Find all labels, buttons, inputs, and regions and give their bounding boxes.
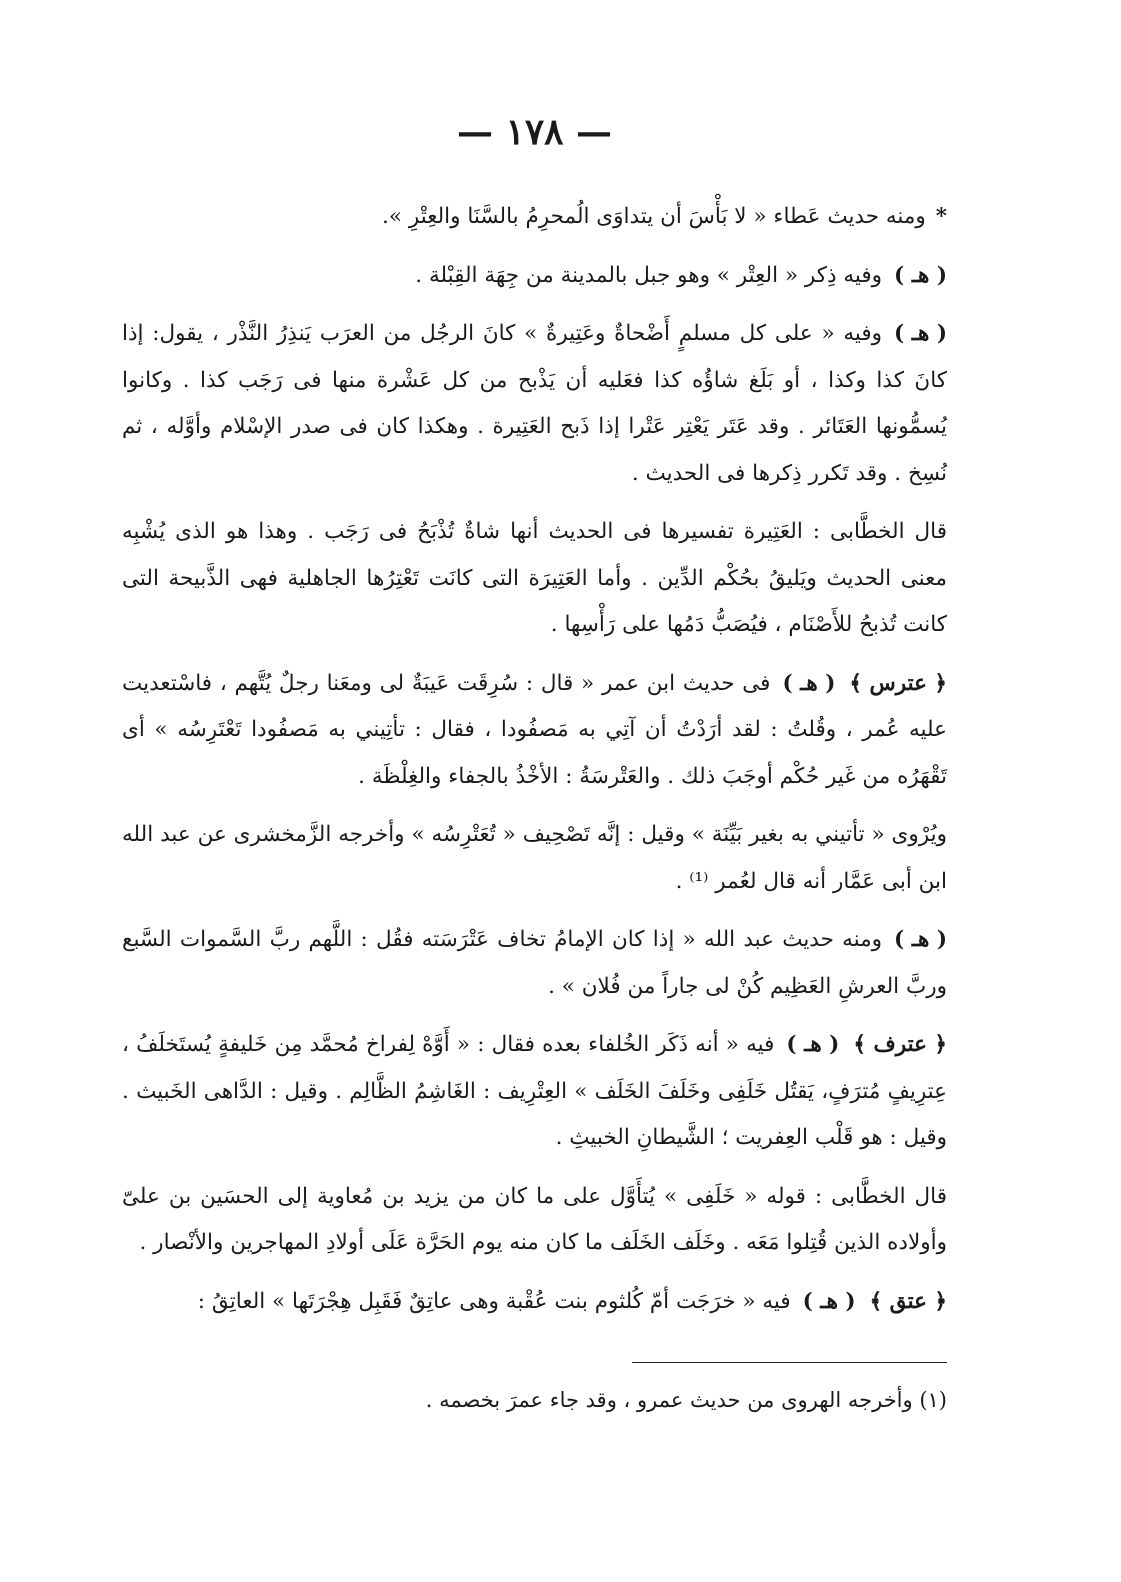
paragraph-text: فى حديث ابن عمر « قال : سُرِقَت عَيبَةٌ لى ومعَنا رجلٌ يُتَّهم ، فاسْتعديت عليه عُمر ، وقُلتُ : لقد أرَدْتُ أن آتِي به مَصفُودا ، فقال : تأتِيني به مَصفُودا تَعْتَرِسُه » أى تَقْهَرُه من غَير حُكْم أوجَبَ ذلك . والعَتْرسَةُ : الأخْذُ بالجفاء والغِلْظَة .: [122, 670, 947, 789]
paragraph-text: قال الخطَّابى : العَتِيرة تفسيرها فى الحديث أنها شاةٌ تُذْبَحُ فى رَجَب . وهذا هو الذى يُشْبِه معنى الحديث ويَليقُ بحُكْم الدِّين . وأما العَتِيرَة التى كانَت تَعْتِرُها الجاهلية فهى الذَّبيحة التى كانت تُذبحُ للأَصْنَام ، فيُصَبُّ دَمُها على رَأْسِها .: [122, 519, 947, 637]
paragraph: [122, 194, 947, 241]
paragraph-text: وفيه « على كل مسلمٍ أَضْحاةٌ وعَتِيرةٌ » كانَ الرجُل من العرَب يَنذِرُ النَّذْر ، يقول: إذا كانَ كذا وكذا ، أو بَلَغ شاؤُه كذا فعَليه أن يَذْبح من كل عَشْرة منها فى رَجَب كذا . وكانوا يُسمُّونها العَتَائر . وقد عَتَر يَعْتِر عَتْرا إذا ذَبح العَتِيرة . وهكذا كان فى صدر الإسْلام وأوَّله ، ثم نُسِخ . وقد تَكرر ذِكرها فى الحديث .: [122, 321, 947, 486]
paragraph-text: ومنه حديث عبد الله « إذا كان الإمامُ تخاف عَتْرَسَته فقُل : اللَّهم ربَّ السَّموات السَّبع وربَّ العرشِ العَظِيم كُنْ لى جاراً من فُلان » .: [122, 927, 947, 999]
paragraph-text: وفيه ذِكر « العِتْر » وهو جبل بالمدينة من جِهَة القِبْلة .: [415, 262, 883, 288]
paragraph: [122, 253, 947, 300]
paragraph: [122, 661, 947, 801]
source-marker: ( هـ ): [894, 262, 947, 288]
paragraph: [122, 311, 947, 497]
paragraph: [122, 1279, 947, 1326]
footnote-divider: [632, 1362, 947, 1363]
source-marker: ( هـ ): [894, 321, 947, 346]
source-marker: ( هـ ): [786, 1032, 840, 1057]
page-number: — ١٧٨ —: [456, 111, 613, 153]
paragraph: [122, 812, 947, 905]
text-body: [122, 194, 947, 1325]
source-marker: ( هـ ): [782, 670, 836, 696]
paragraph: [122, 1174, 947, 1267]
entry-headword: ﴿ عترف ﴾: [853, 1032, 947, 1057]
paragraph-text: قال الخطَّابى : قوله « خَلَفِى » يُتأَوَّل على ما كان من يزيد بن مُعاوية إلى الحسَين بن علىّ وأولاده الذين قُتِلوا مَعَه . وخَلَف الخَلَف ما كان منه يوم الحَرَّة عَلَى أولادِ المهاجرين والأنْصار .: [122, 1183, 947, 1255]
paragraph-text: ويُرْوى « تأتيني به بغير بَيِّنَة » وقيل : إنَّه تَصْحِيف « تُعَتْرِسُه » وأخرجه الزَّمخشرى عن عبد الله ابن أبى عَمَّار أنه قال لعُمر ⁽¹⁾ .: [122, 822, 947, 894]
asterisk-marker: *: [935, 204, 947, 229]
page-body: [122, 100, 947, 1460]
paragraph: [122, 1022, 947, 1162]
paragraph: [122, 917, 947, 1010]
paragraph-text: ومنه حديث عَطاء « لا بَأْسَ أن يتداوَى الُمحرِمُ بالسَّنَا والعِتْرِ ».: [382, 204, 926, 229]
paragraph-text: فيه « خرَجَت أمّ كُلثوم بنت عُقْبة وهى عاتِقٌ فَقَبِل هِجْرَتَها » العاتِقُ :: [197, 1288, 791, 1314]
paragraph-text: فيه « أنه ذَكَر الخُلفاء بعده فقال : « أَوَّهْ لِفراخ مُحمَّد مِن خَليفةٍ يُستَخلَفُ ، عِترِيفٍ مُترَفٍ، يَقتُل خَلَفِى وخَلَفَ الخَلَف » العِتْرِيف : الغَاشِمُ الظَّالِم . وقيل : الدَّاهى الخَبيث . وقيل : هو قَلْب العِفريت ؛ الشَّيطانِ الخبيثِ .: [122, 1032, 947, 1150]
entry-headword: ﴿ عتق ﴾: [869, 1288, 947, 1314]
footnote: (١) وأخرجه الهروى من حديث عمرو ، وقد جاء عمرَ بخصمه .: [425, 1388, 947, 1412]
source-marker: ( هـ ): [802, 1288, 856, 1314]
entry-headword: ﴿ عترس ﴾: [849, 670, 947, 696]
paragraph: [122, 509, 947, 649]
source-marker: ( هـ ): [894, 927, 947, 952]
